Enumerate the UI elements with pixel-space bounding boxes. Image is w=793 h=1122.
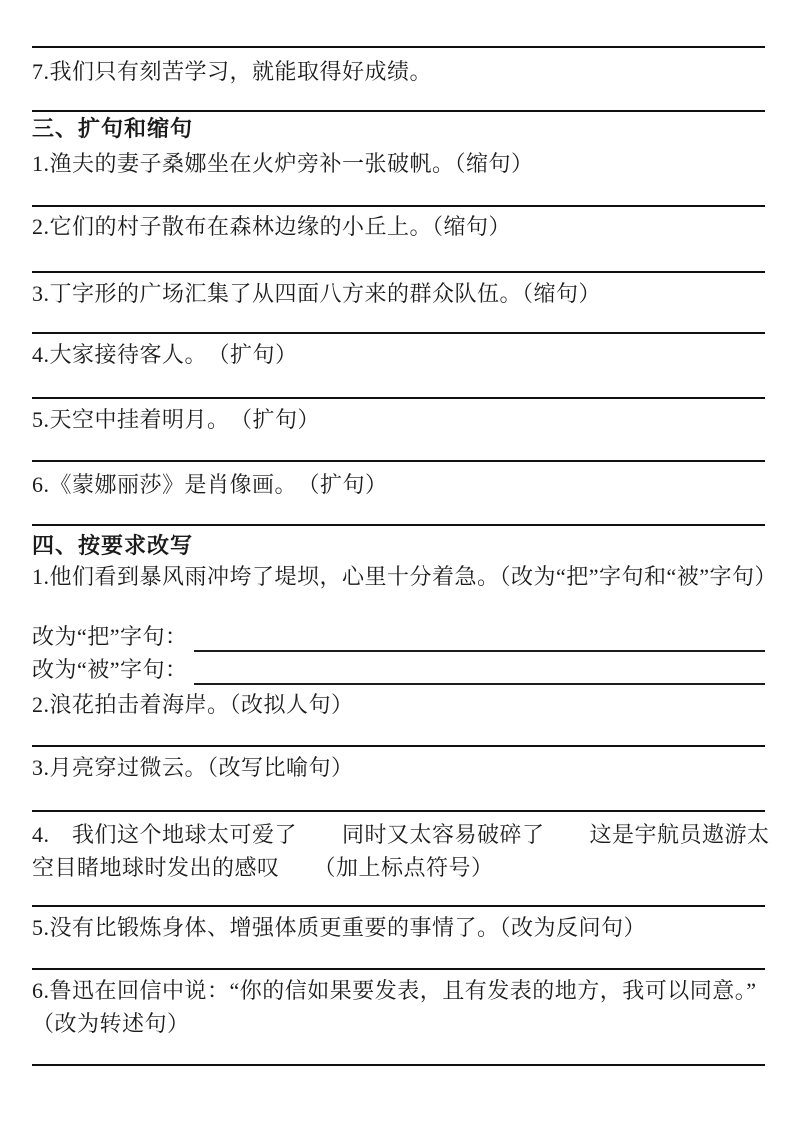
section-4-heading: 四、按要求改写 [32, 533, 194, 558]
answer-line [32, 110, 765, 112]
question-3-1: 1.渔夫的妻子桑娜坐在火炉旁补一张破帆。（缩句） [32, 151, 534, 176]
answer-line [32, 810, 765, 812]
question-3-3: 3.丁字形的广场汇集了从四面八方来的群众队伍。（缩句） [32, 281, 602, 306]
answer-blank [194, 654, 765, 685]
answer-line [32, 460, 765, 462]
answer-line [32, 1064, 765, 1066]
question-4-3: 3.月亮穿过微云。（改写比喻句） [32, 755, 354, 780]
question-4-2: 2.浪花拍击着海岸。（改拟人句） [32, 692, 354, 717]
rewrite-bei-row [32, 654, 765, 685]
answer-line [32, 46, 765, 48]
answer-line [32, 524, 765, 526]
answer-line [32, 968, 765, 970]
answer-line [32, 332, 765, 334]
answer-line [32, 205, 765, 207]
question-3-4: 4.大家接待客人。 （扩句） [32, 342, 298, 367]
answer-line [32, 745, 765, 747]
question-4-4: 4. 我们这个地球太可爱了 同时又太容易破碎了 这是宇航员遨游太空目睹地球时发出的感叹 （加上标点符号） [32, 822, 770, 880]
question-3-6: 6.《蒙娜丽莎》是肖像画。 （扩句） [32, 472, 388, 497]
rewrite-bei-label: 改为“被”字句： [32, 657, 188, 682]
answer-line [32, 397, 765, 399]
answer-blank [194, 621, 765, 652]
question-3-5: 5.天空中挂着明月。 （扩句） [32, 407, 321, 432]
question-4-6: 6.鲁迅在回信中说：“你的信如果要发表，且有发表的地方，我可以同意。”（改为转述句） [32, 978, 757, 1036]
rewrite-ba-row [32, 621, 765, 652]
question-3-2: 2.它们的村子散布在森林边缘的小丘上。（缩句） [32, 214, 512, 239]
question-2-7: 7.我们只有刻苦学习，就能取得好成绩。 [32, 59, 433, 84]
answer-line [32, 905, 765, 907]
answer-line [32, 271, 765, 273]
rewrite-ba-label: 改为“把”字句： [32, 624, 188, 649]
question-4-5: 5.没有比锻炼身体、增强体质更重要的事情了。（改为反问句） [32, 915, 647, 940]
section-3-heading: 三、扩句和缩句 [32, 116, 194, 141]
question-4-1: 1.他们看到暴风雨冲垮了堤坝，心里十分着急。（改为“把”字句和“被”字句） [32, 564, 778, 589]
